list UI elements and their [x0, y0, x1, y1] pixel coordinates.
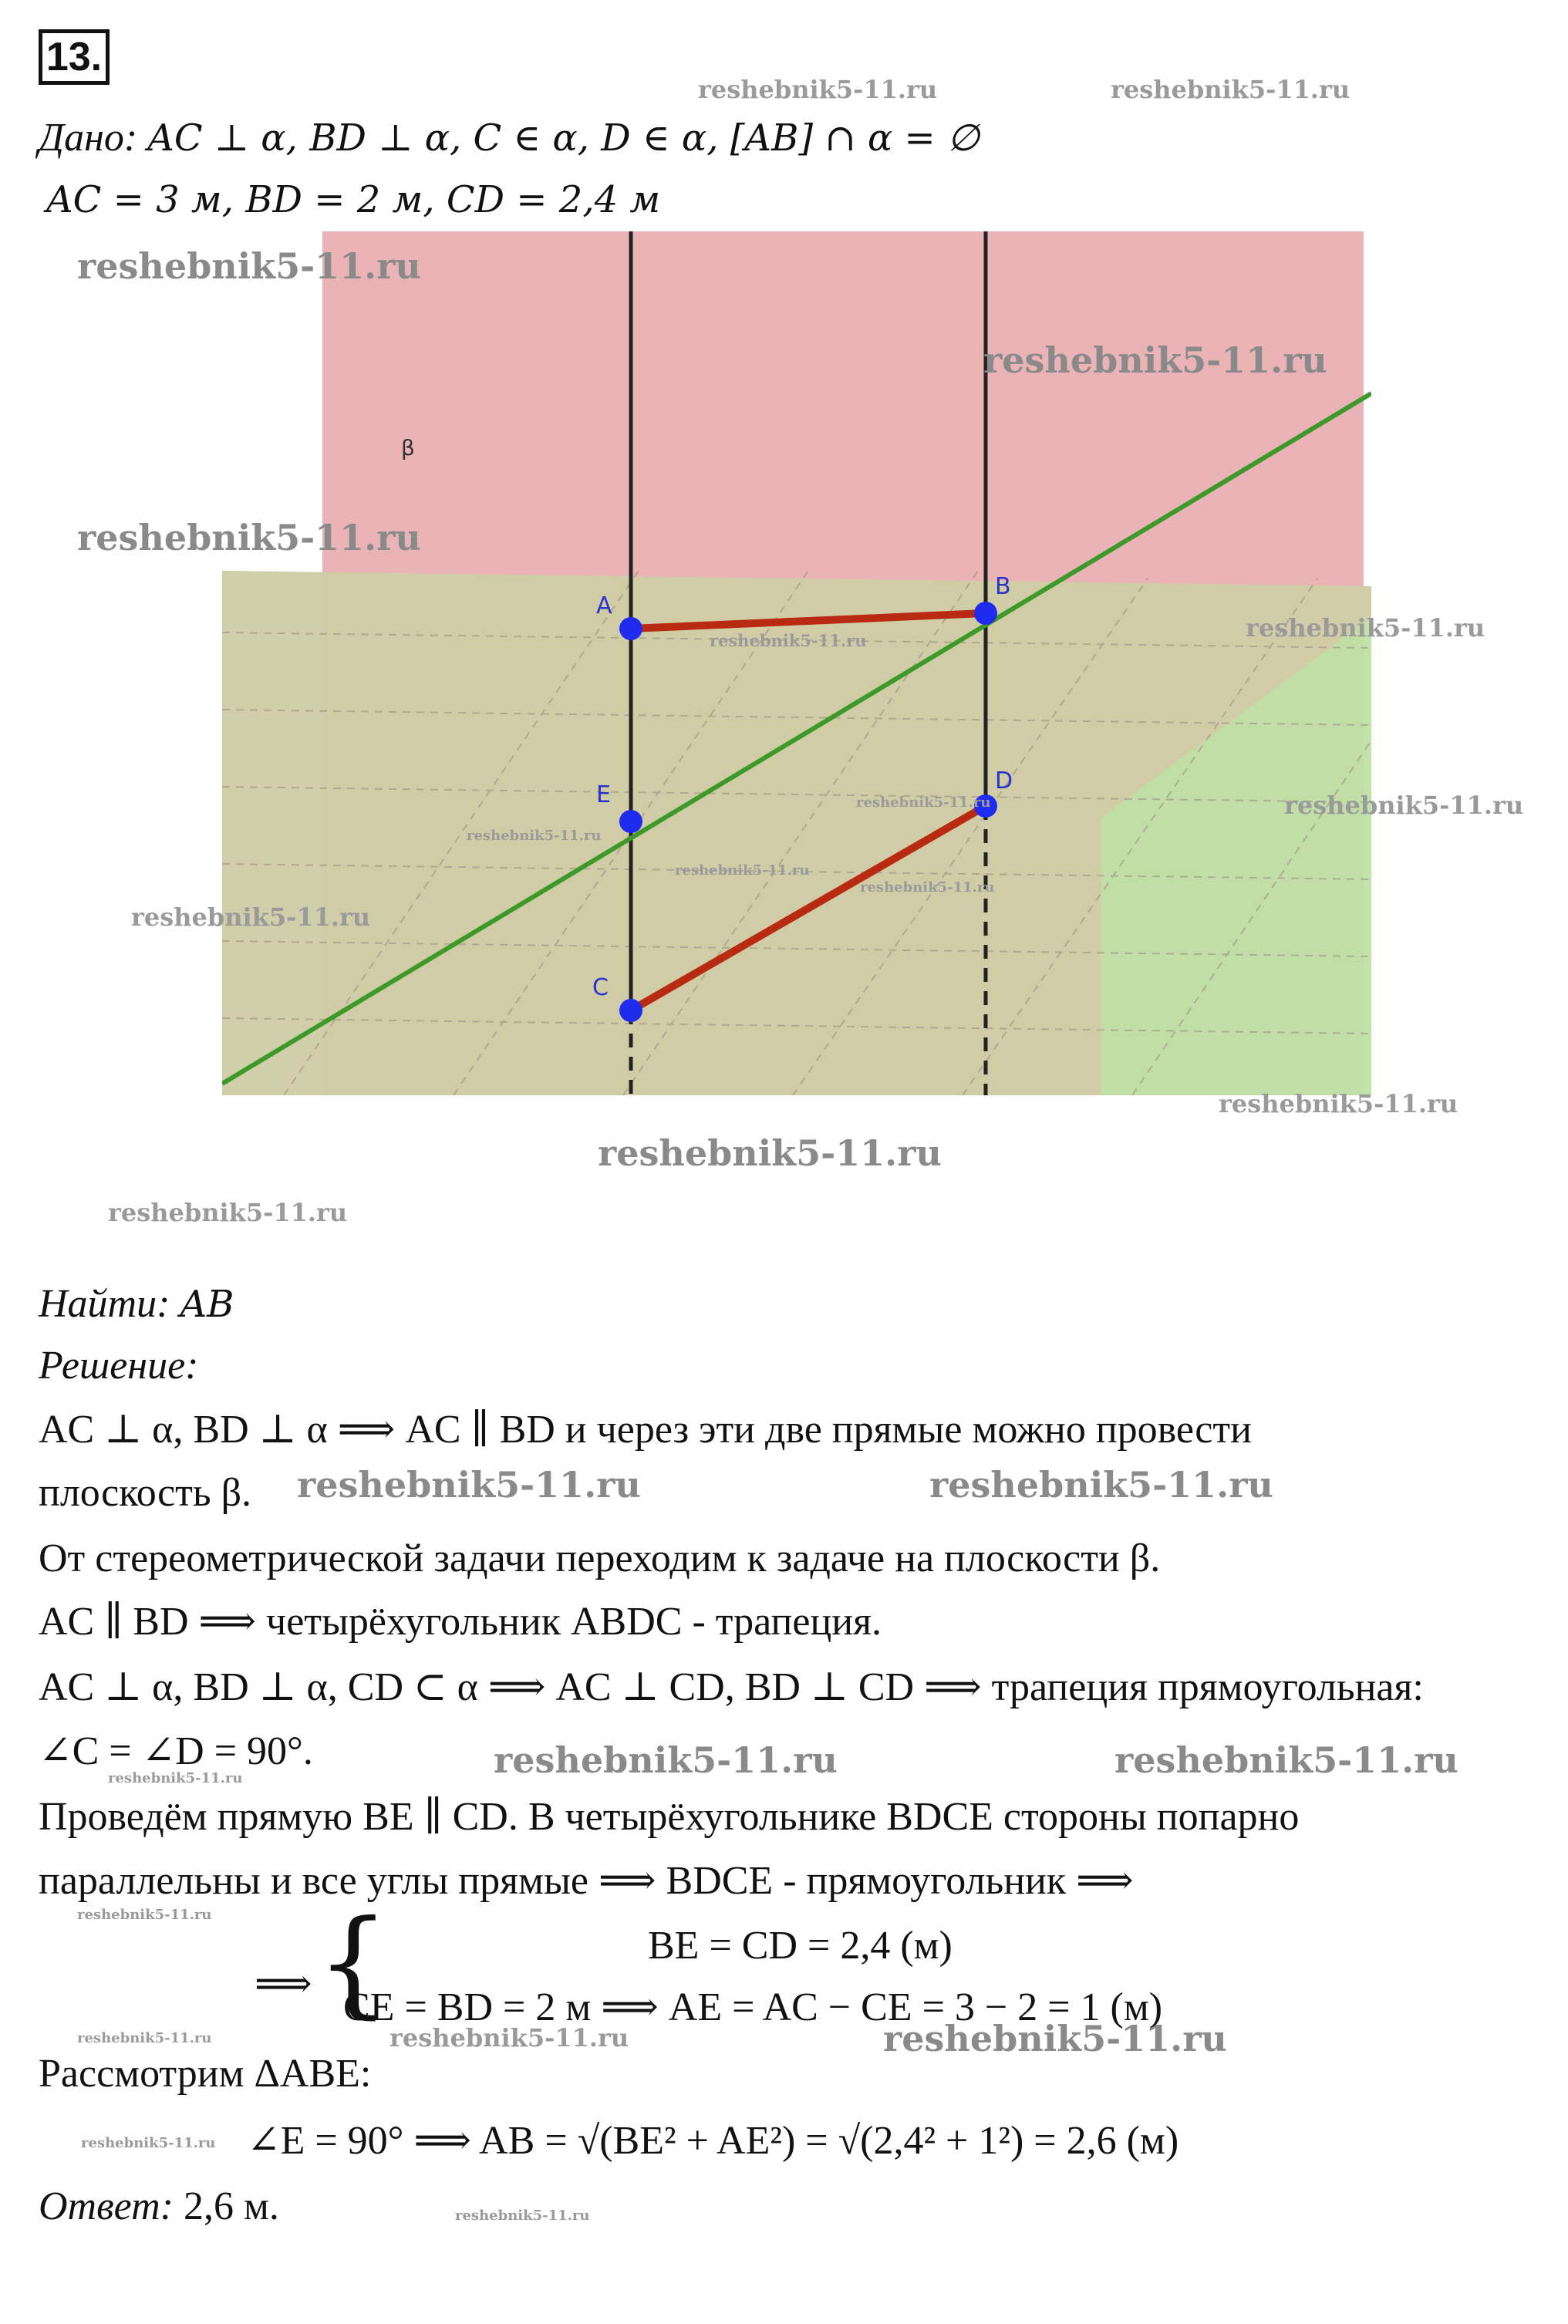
- given-label: Дано: [39, 116, 124, 160]
- watermark: reshebnik5-11.ru: [675, 862, 810, 879]
- given-line-1: Дано: AC ⊥ α, BD ⊥ α, C ∈ α, D ∈ α, [AB] ∩ α = ∅: [39, 116, 980, 160]
- solution-line-6: ∠C = ∠D = 90°.: [39, 1729, 313, 1773]
- solution-line-2: плоскость β.: [39, 1471, 252, 1515]
- system-eq-2: CE = BD = 2 м ⟹ AE = AC − CE = 3 − 2 = 1 (м): [343, 1985, 1163, 2029]
- watermark: reshebnik5-11.ru: [860, 879, 995, 896]
- watermark: reshebnik5-11.ru: [1111, 75, 1351, 104]
- watermark: reshebnik5-11.ru: [297, 1464, 641, 1506]
- system-brace: {: [316, 1896, 390, 2030]
- answer-value: 2,6 м.: [183, 2184, 279, 2228]
- given-conditions: AC ⊥ α, BD ⊥ α, C ∈ α, D ∈ α, [AB] ∩ α = ∅: [147, 116, 980, 160]
- find-label: Найти: [39, 1282, 157, 1326]
- watermark: reshebnik5-11.ru: [1114, 1739, 1458, 1781]
- watermark: reshebnik5-11.ru: [929, 1464, 1273, 1506]
- problem-number: 13.: [39, 29, 110, 85]
- solution-line-5: AC ⊥ α, BD ⊥ α, CD ⊂ α ⟹ AC ⊥ CD, BD ⊥ CD ⟹ трапеция прямоугольная:: [39, 1665, 1424, 1709]
- solution-line-10: ∠E = 90° ⟹ AB = √(BE² + AE²) = √(2,4² + 1²) = 2,6 (м): [247, 2119, 1179, 2163]
- label-A: A: [596, 592, 612, 619]
- watermark: reshebnik5-11.ru: [467, 828, 602, 844]
- label-B: B: [995, 573, 1011, 600]
- system-eq-1: BE = CD = 2,4 (м): [648, 1924, 953, 1968]
- point-E: [619, 810, 642, 833]
- solution-label: Решение:: [39, 1344, 199, 1388]
- solution-line-3: От стереометрической задачи переходим к задаче на плоскости β.: [39, 1536, 1161, 1580]
- watermark: reshebnik5-11.ru: [108, 1770, 243, 1786]
- solution-line-8: параллельны и все углы прямые ⟹ BDCE - прямоугольник ⟹: [39, 1859, 1134, 1903]
- watermark: reshebnik5-11.ru: [1219, 1089, 1458, 1118]
- solution-line-7: Проведём прямую BE ∥ CD. В четырёхугольнике BDCE стороны попарно: [39, 1795, 1300, 1839]
- watermark: reshebnik5-11.ru: [494, 1739, 838, 1781]
- watermark: reshebnik5-11.ru: [389, 2023, 629, 2052]
- given-values: AC = 3 м, BD = 2 м, CD = 2,4 м: [46, 178, 661, 221]
- watermark: reshebnik5-11.ru: [77, 245, 421, 287]
- watermark: reshebnik5-11.ru: [108, 1198, 348, 1227]
- solution-line-9: Рассмотрим ΔABE:: [39, 2052, 372, 2096]
- answer-line: [39, 2183, 279, 2231]
- watermark: reshebnik5-11.ru: [883, 2018, 1227, 2059]
- system-arrow: ⟹: [255, 1962, 312, 2006]
- point-A: [619, 617, 642, 640]
- label-beta: β: [401, 435, 415, 460]
- find-value: AB: [180, 1283, 234, 1326]
- watermark: reshebnik5-11.ru: [983, 339, 1327, 381]
- label-C: C: [592, 974, 609, 1001]
- label-D: D: [995, 767, 1013, 794]
- watermark: reshebnik5-11.ru: [77, 1907, 212, 1923]
- watermark: reshebnik5-11.ru: [131, 902, 371, 932]
- watermark: reshebnik5-11.ru: [856, 794, 991, 811]
- answer-label: Ответ:: [39, 2184, 174, 2228]
- label-E: E: [596, 781, 611, 808]
- watermark: reshebnik5-11.ru: [81, 2135, 216, 2151]
- watermark: reshebnik5-11.ru: [77, 517, 421, 558]
- watermark: reshebnik5-11.ru: [598, 1132, 942, 1174]
- watermark: reshebnik5-11.ru: [710, 631, 867, 650]
- given-line-2: [46, 176, 660, 224]
- find-line: Найти: AB: [39, 1282, 234, 1326]
- watermark: reshebnik5-11.ru: [698, 75, 938, 104]
- watermark: reshebnik5-11.ru: [77, 2030, 212, 2046]
- watermark: reshebnik5-11.ru: [455, 2208, 590, 2224]
- solution-line-1: AC ⊥ α, BD ⊥ α ⟹ AC ∥ BD и через эти две прямые можно провести: [39, 1408, 1252, 1452]
- solution-line-4: AC ∥ BD ⟹ четырёхугольник ABDC - трапеция.: [39, 1600, 882, 1644]
- point-B: [974, 602, 997, 625]
- watermark: reshebnik5-11.ru: [1246, 613, 1485, 643]
- point-C: [619, 999, 642, 1022]
- watermark: reshebnik5-11.ru: [1284, 791, 1524, 820]
